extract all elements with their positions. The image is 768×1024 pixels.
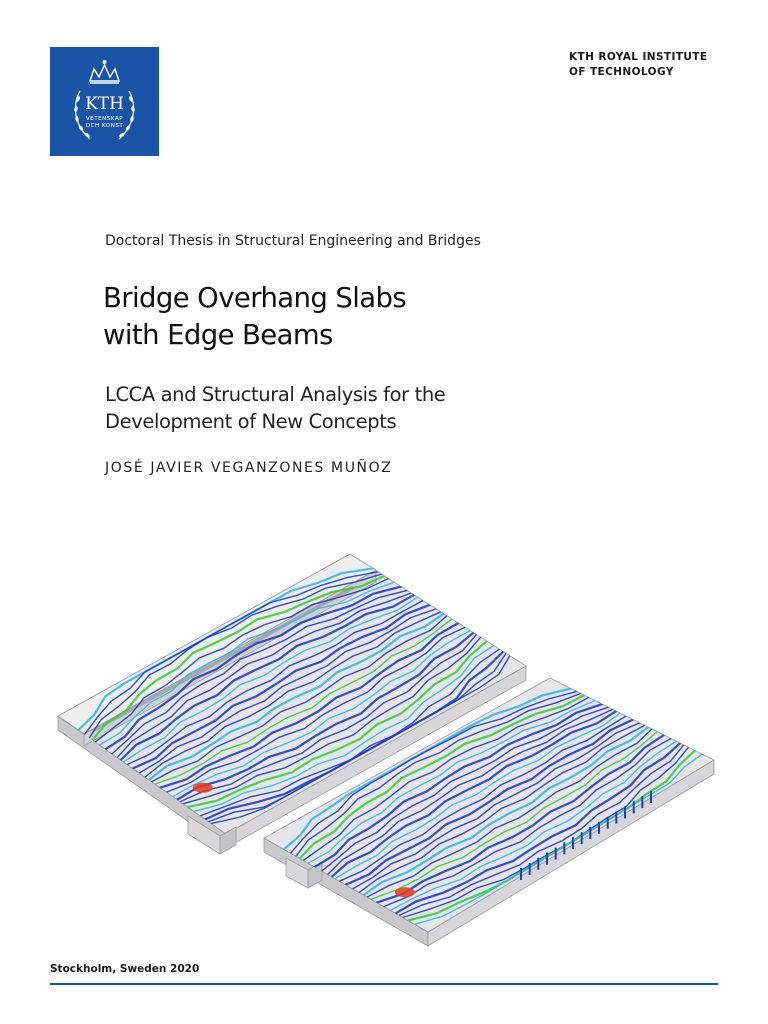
thesis-subtitle-line-1: LCCA and Structural Analysis for the (105, 383, 446, 406)
institute-name-line-1: KTH ROYAL INSTITUTE (569, 51, 708, 63)
crack-notch (572, 837, 574, 849)
fe-crack-pattern-icon (50, 548, 722, 958)
thesis-title-line-1: Bridge Overhang Slabs (103, 282, 407, 314)
stress-hotspot (193, 783, 213, 793)
crack-notch (607, 817, 609, 829)
crack-notch (641, 796, 643, 808)
crack-notch (529, 863, 531, 875)
crack-notch (520, 868, 522, 880)
thesis-subtitle-line-2: Development of New Concepts (105, 410, 397, 433)
crack-notch (537, 858, 539, 870)
crack-notch (546, 853, 548, 865)
thesis-series: Doctoral Thesis in Structural Engineering and Bridges (105, 233, 481, 249)
logo-motto-line-2: OCH KONST (85, 123, 124, 129)
crack-notch (581, 832, 583, 844)
author-name: JOSÉ JAVIER VEGANZONES MUÑOZ (105, 460, 393, 476)
crack-notch (589, 827, 591, 839)
crack-notch (563, 842, 565, 854)
institute-name (569, 50, 707, 80)
footer-rule (50, 983, 718, 985)
crack-notch (555, 848, 557, 860)
place-and-year: Stockholm, Sweden 2020 (50, 963, 200, 975)
crack-notch (598, 822, 600, 834)
thesis-title (103, 280, 406, 354)
crack-notch (615, 812, 617, 824)
stress-hotspot (395, 887, 415, 897)
thesis-title-line-2: with Edge Beams (103, 319, 333, 351)
crack-notch (650, 791, 652, 803)
kth-logo (50, 47, 159, 156)
logo-motto-line-1: VETENSKAP (85, 116, 124, 122)
cover-figure (50, 548, 722, 958)
crack-notch (633, 801, 635, 813)
thesis-subtitle (105, 381, 445, 435)
institute-name-line-2: OF TECHNOLOGY (569, 66, 674, 78)
logo-kth-text: KTH (85, 94, 124, 114)
kth-seal-icon (50, 47, 159, 156)
crack-notch (624, 806, 626, 818)
